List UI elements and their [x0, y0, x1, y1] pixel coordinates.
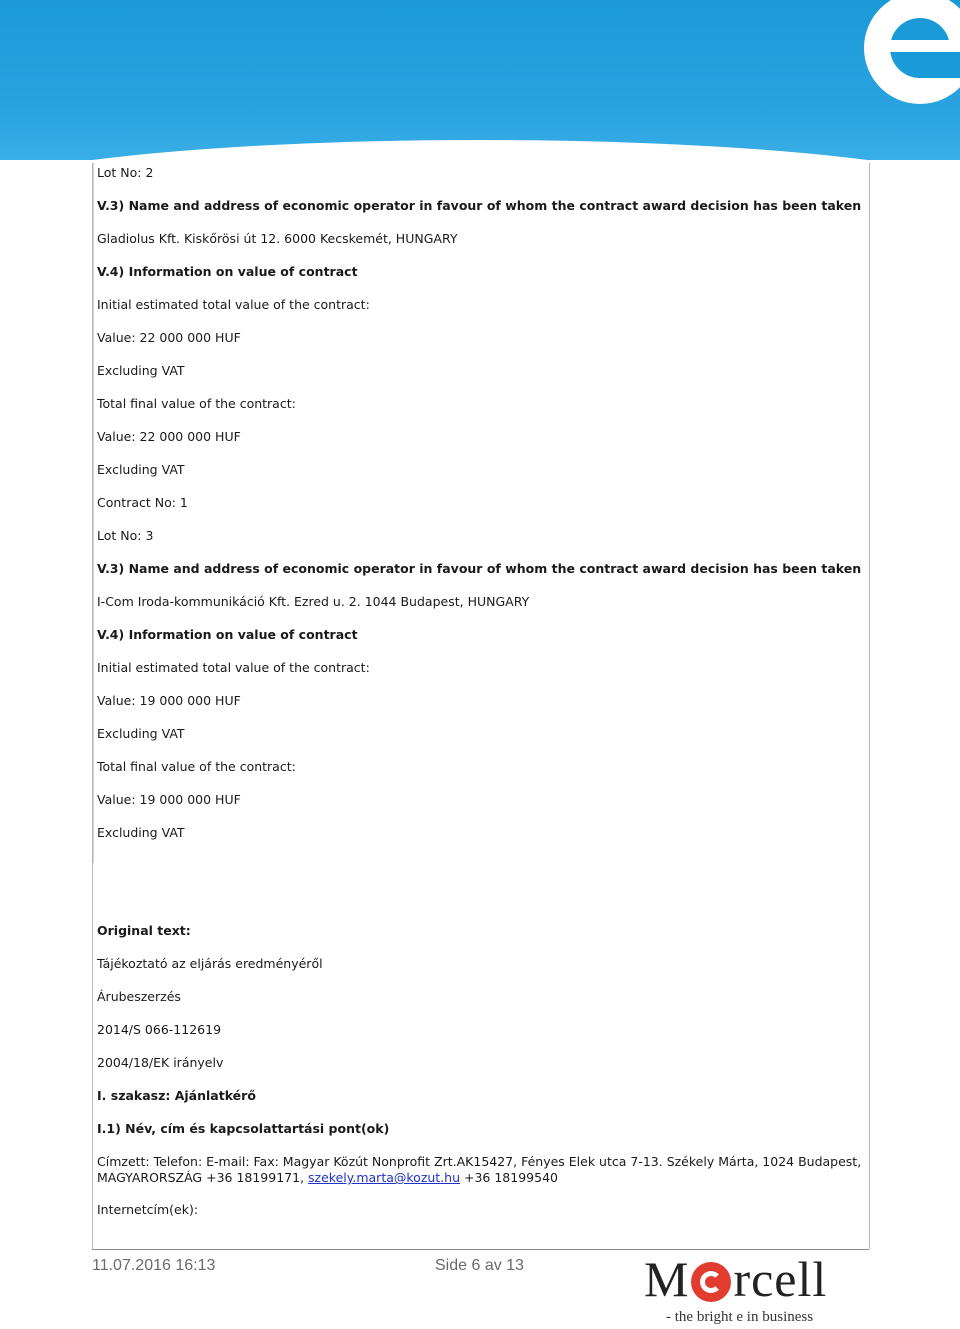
page-number: Side 6 av 13 [435, 1257, 524, 1274]
footer-divider [92, 1249, 869, 1250]
section-heading: Original text: [97, 923, 191, 938]
section-heading: V.4) Information on value of contract [97, 264, 358, 279]
text-line: Lot No: 3 [97, 528, 154, 543]
brand-e-icon [691, 1262, 731, 1302]
text-line: Value: 19 000 000 HUF [97, 693, 241, 708]
section-heading: I.1) Név, cím és kapcsolattartási pont(ok) [97, 1121, 390, 1136]
text-line: Value: 19 000 000 HUF [97, 792, 241, 807]
text-line: Total final value of the contract: [97, 396, 296, 411]
contact-suffix: +36 18199540 [460, 1170, 558, 1185]
footer-timestamp: 11.07.2016 16:13 [92, 1257, 216, 1274]
text-line: Lot No: 2 [97, 165, 154, 180]
section-heading: I. szakasz: Ajánlatkérő [97, 1088, 256, 1103]
text-line: Excluding VAT [97, 363, 185, 378]
text-line: Tájékoztató az eljárás eredményéről [97, 956, 323, 971]
brand-wordmark [644, 1252, 827, 1306]
brand-word-start: M [644, 1251, 690, 1307]
text-line: Total final value of the contract: [97, 759, 296, 774]
text-line: Initial estimated total value of the contract: [97, 660, 370, 675]
text-line: Excluding VAT [97, 825, 185, 840]
text-line: Excluding VAT [97, 462, 185, 477]
e-logo-icon [820, 0, 960, 120]
text-line: Initial estimated total value of the contract: [97, 297, 370, 312]
section-heading: V.3) Name and address of economic operator in favour of whom the contract award decision has been taken [97, 198, 862, 213]
email-link[interactable]: szekely.marta@kozut.hu [308, 1170, 461, 1185]
section-heading: V.4) Information on value of contract [97, 627, 358, 642]
text-line: 2004/18/EK irányelv [97, 1055, 224, 1070]
brand-word-end: rcell [733, 1251, 828, 1307]
text-line: Value: 22 000 000 HUF [97, 330, 241, 345]
contact-line-2 [97, 1170, 558, 1186]
text-line: Excluding VAT [97, 726, 185, 741]
text-line: I-Com Iroda-kommunikáció Kft. Ezred u. 2. 1044 Budapest, HUNGARY [97, 594, 530, 609]
banner-wave [0, 140, 960, 160]
brand-logo [644, 1252, 864, 1326]
internet-label: Internetcím(ek): [97, 1202, 199, 1217]
text-line: Árubeszerzés [97, 989, 181, 1004]
section-heading: V.3) Name and address of economic operator in favour of whom the contract award decision has been taken [97, 561, 862, 576]
text-line: Value: 22 000 000 HUF [97, 429, 241, 444]
brand-tagline: - the bright e in business [666, 1309, 814, 1325]
text-line: 2014/S 066-112619 [97, 1022, 222, 1037]
contact-prefix: MAGYARORSZÁG +36 18199171, [97, 1170, 309, 1185]
contact-line-1: Címzett: Telefon: E-mail: Fax: Magyar Közút Nonprofit Zrt.AK15427, Fényes Elek utca 7-13. Székely Márta, 1024 Budapest, [97, 1154, 862, 1169]
text-line: Contract No: 1 [97, 495, 188, 510]
text-line: Gladiolus Kft. Kiskőrösi út 12. 6000 Kecskemét, HUNGARY [97, 231, 458, 246]
header-banner [0, 0, 960, 160]
